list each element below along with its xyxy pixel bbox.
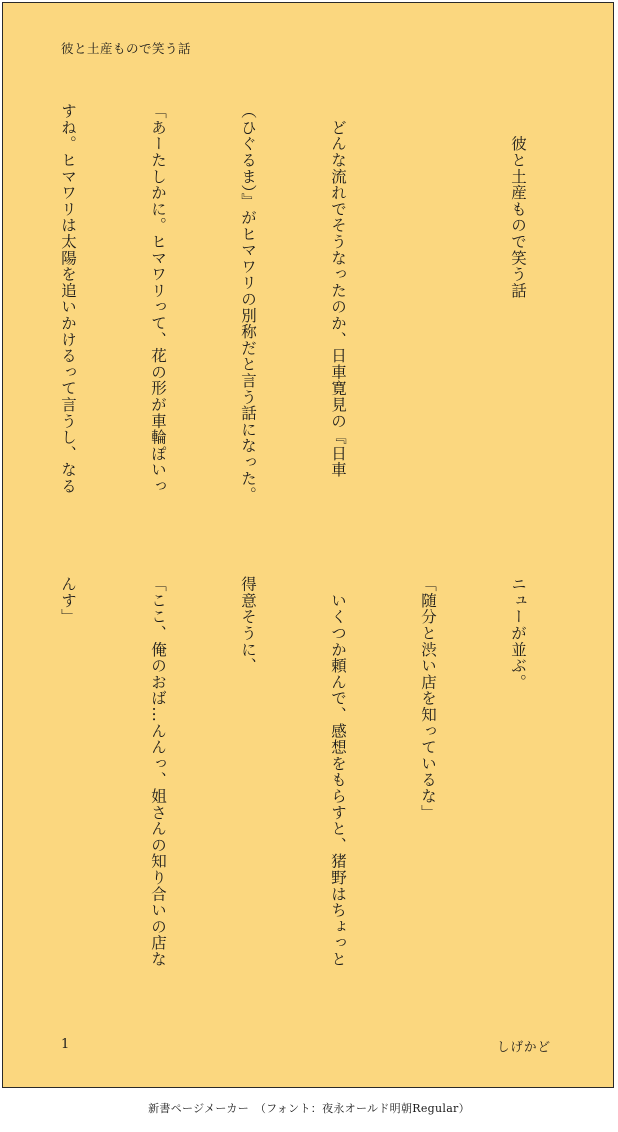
generator-caption: 新書ページメーカー （フォント：夜永オールド明朝Regular） (148, 1102, 470, 1115)
text-line: ニューが並ぶ。 (509, 576, 527, 691)
text-line: 「ここ、俺のおば…んんっ、姐さんの知り合いの店な (149, 576, 167, 968)
page-number: 1 (61, 1037, 70, 1052)
text-line: んす」 (59, 576, 77, 625)
text-line: すね。ヒマワリは太陽を追いかけるって言うし、なる (59, 103, 77, 495)
text-block-bottom (33, 576, 593, 1004)
author-name: しげかど (497, 1039, 552, 1054)
text-line: （ひぐるま）』がヒマワリの別称だと言う話になった。 (239, 103, 257, 503)
text-block-top (33, 103, 593, 528)
text-line: いくつか頼んで、感想をもらすと、猪野はちょっと (329, 576, 347, 968)
text-line: 「あーたしかに。ヒマワリって、花の形が車輪ぽいっ (149, 103, 167, 495)
text-line: 「随分と渋い店を知っているな」 (419, 576, 437, 821)
text-line: 彼と土産もので笑う話 (509, 103, 527, 299)
running-header: 彼と土産もので笑う話 (61, 41, 192, 56)
book-page (2, 2, 614, 1088)
text-line: 得意そうに、 (239, 576, 257, 674)
text-line (413, 103, 443, 528)
text-line: どんな流れでそうなったのか、日車寛見の『日車 (329, 103, 347, 478)
